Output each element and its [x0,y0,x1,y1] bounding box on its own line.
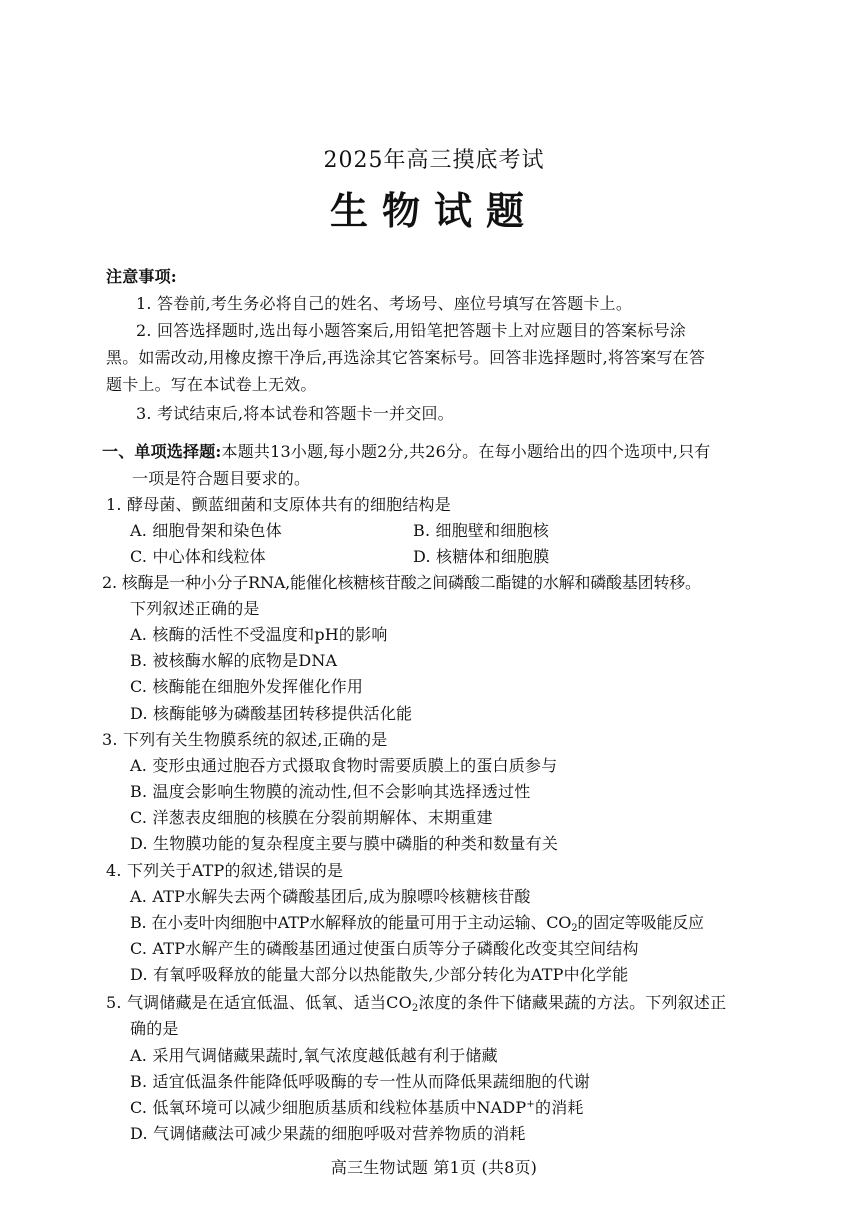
notice-item-1: 1. 答卷前,考生务必将自己的姓名、考场号、座位号填写在答题卡上。 [136,294,633,313]
q1-stem: 1. 酵母菌、颤蓝细菌和支原体共有的细胞结构是 [106,495,451,514]
q5-option-c-superscript: + [526,1099,535,1110]
q2-option-a: A. 核酶的活性不受温度和pH的影响 [130,625,388,644]
notice-item-3: 3. 考试结束后,将本试卷和答题卡一并交回。 [136,404,454,423]
q2-stem-line1: 2. 核酶是一种小分子RNA,能催化核糖核苷酸之间磷酸二酯键的水解和磷酸基团转移。 [102,573,701,592]
section-heading: 一、单项选择题: [102,442,222,461]
q3-stem: 3. 下列有关生物膜系统的叙述,正确的是 [102,730,388,749]
q5-option-d: D. 气调储藏法可减少果蔬的细胞呼吸对营养物质的消耗 [130,1124,526,1143]
q5-stem-line1 [106,992,726,1014]
q2-option-c: C. 核酶能在细胞外发挥催化作用 [130,677,364,696]
q5-option-c-text: C. 低氧环境可以减少细胞质基质和线粒体基质中NADP [130,1098,527,1117]
q3-option-c: C. 洋葱表皮细胞的核膜在分裂前期解体、末期重建 [130,808,493,827]
q5-option-b: B. 适宜低温条件能降低呼吸酶的专一性从而降低果蔬细胞的代谢 [130,1072,590,1091]
q4-option-b [130,912,704,934]
q1-option-d: D. 核糖体和细胞膜 [413,547,550,566]
q5-option-c-text-end: 的消耗 [535,1098,584,1117]
q5-stem-line2: 确的是 [130,1019,179,1038]
q4-stem: 4. 下列关于ATP的叙述,错误的是 [106,861,344,880]
subject-title: 生物试题 [329,188,538,233]
q2-option-d: D. 核酶能够为磷酸基团转移提供活化能 [130,704,413,723]
q5-stem-subscript: 2 [411,1003,419,1014]
q1-option-b: B. 细胞壁和细胞核 [413,521,549,540]
exam-title: 2025年高三摸底考试 [323,148,545,173]
q5-option-a: A. 采用气调储藏果蔬时,氧气浓度越低越有利于储藏 [130,1046,498,1065]
q5-stem-text: 5. 气调储藏是在适宜低温、低氧、适当CO [106,993,412,1012]
q4-option-b-text-end: 的固定等吸能反应 [577,913,704,932]
q2-stem-line2: 下列叙述正确的是 [130,599,260,618]
q3-option-d: D. 生物膜功能的复杂程度主要与膜中磷脂的种类和数量有关 [130,834,559,853]
q5-option-c [130,1097,584,1119]
notice-item-2-line3: 题卡上。写在本试卷上无效。 [106,375,317,394]
q5-stem-text-end: 浓度的条件下储藏果蔬的方法。下列叙述正 [418,993,727,1012]
q3-option-a: A. 变形虫通过胞吞方式摄取食物时需要质膜上的蛋白质参与 [130,756,558,775]
notice-heading: 注意事项: [106,267,177,286]
q4-option-c: C. ATP水解产生的磷酸基团通过使蛋白质等分子磷酸化改变其空间结构 [130,939,639,958]
section-desc: 本题共13小题,每小题2分,共26分。在每小题给出的四个选项中,只有 [221,442,711,461]
notice-item-2-line2: 黑。如需改动,用橡皮擦干净后,再选涂其它答案标号。回答非选择题时,将答案写在答 [106,348,706,367]
page-footer: 高三生物试题 第1页 (共8页) [330,1158,538,1177]
section-intro-line2: 一项是符合题目要求的。 [132,469,311,488]
q3-option-b: B. 温度会影响生物膜的流动性,但不会影响其选择透过性 [130,782,531,801]
q4-option-b-text: B. 在小麦叶肉细胞中ATP水解释放的能量可用于主动运输、CO [130,913,572,932]
q2-option-b: B. 被核酶水解的底物是DNA [130,651,338,670]
section-intro-line1 [102,441,710,463]
q1-option-a: A. 细胞骨架和染色体 [130,521,282,540]
q4-option-d: D. 有氧呼吸释放的能量大部分以热能散失,少部分转化为ATP中化学能 [130,965,629,984]
q1-option-c: C. 中心体和线粒体 [130,547,266,566]
q4-option-a: A. ATP水解失去两个磷酸基团后,成为腺嘌呤核糖核苷酸 [130,887,531,906]
q4-option-b-subscript: 2 [571,923,578,934]
notice-item-2-line1: 2. 回答选择题时,选出每小题答案后,用铅笔把答题卡上对应题目的答案标号涂 [136,321,686,340]
